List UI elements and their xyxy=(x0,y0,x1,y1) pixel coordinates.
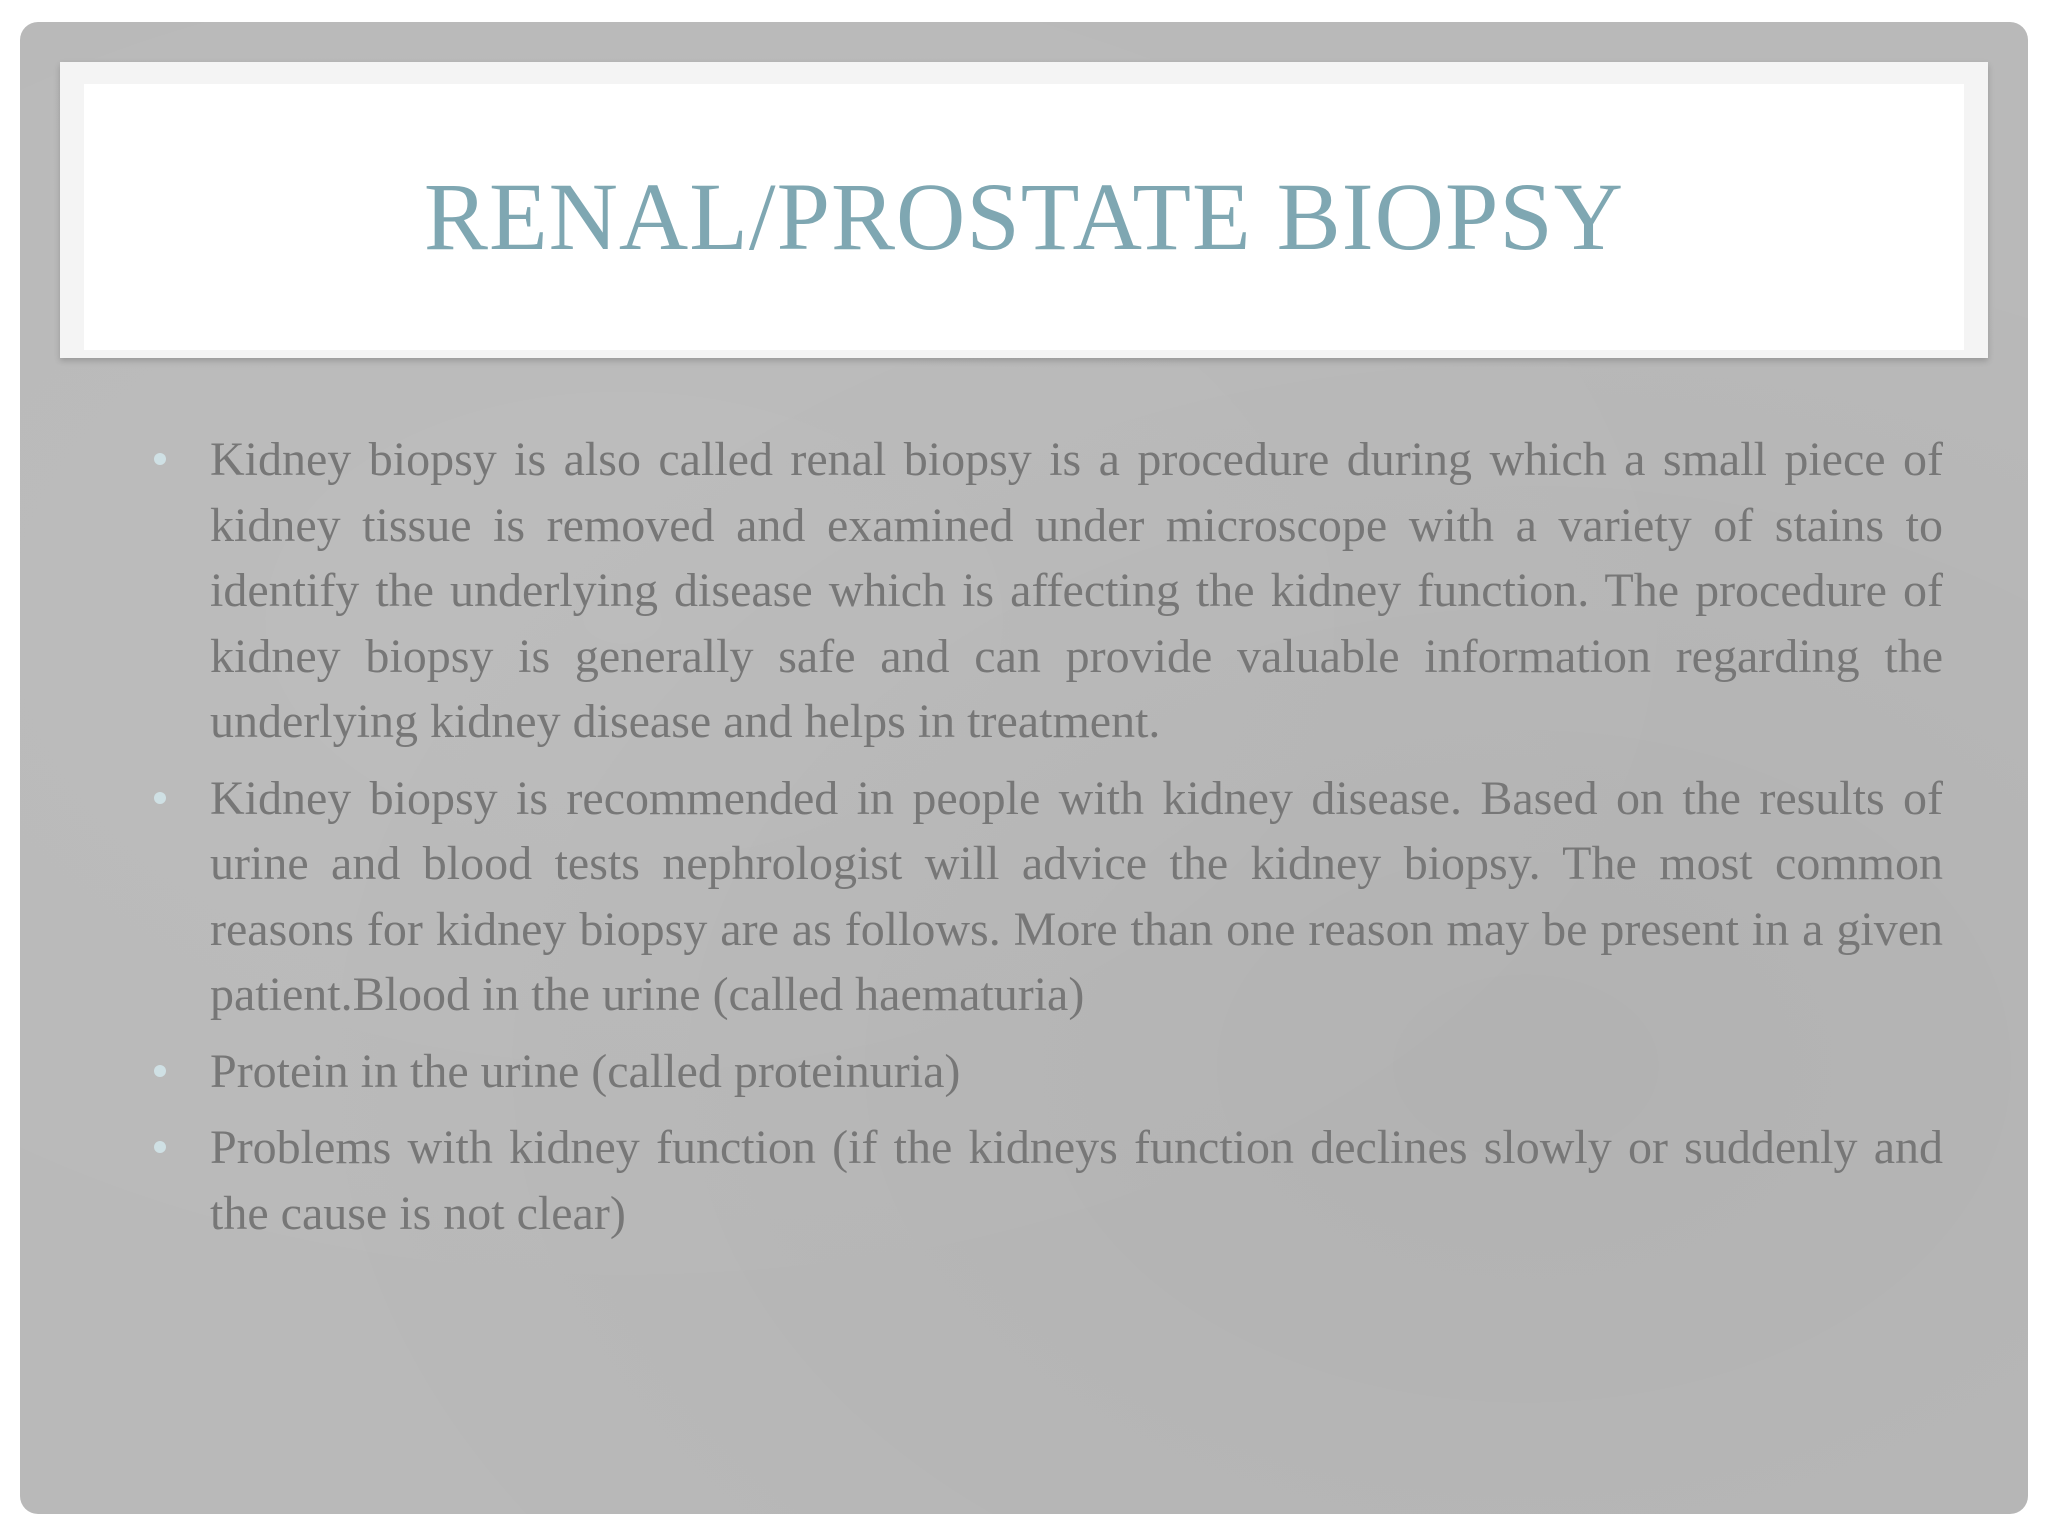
bullet-list xyxy=(210,427,1943,1246)
bullet-item xyxy=(210,1115,1943,1246)
bullet-item xyxy=(210,427,1943,755)
slide xyxy=(20,22,2028,1514)
title-box xyxy=(84,84,1964,350)
bullet-text: Problems with kidney function (if the kidneys function declines slowly or suddenly and the cause is not clear) xyxy=(210,1121,1943,1240)
bullet-dot-icon xyxy=(154,792,166,804)
bullet-item xyxy=(210,1039,1943,1105)
slide-content xyxy=(210,427,1943,1257)
bullet-dot-icon xyxy=(154,1141,166,1153)
bullet-text: Protein in the urine (called proteinuria) xyxy=(210,1044,961,1098)
bullet-dot-icon xyxy=(154,1065,166,1077)
bullet-item xyxy=(210,766,1943,1028)
bullet-text: Kidney biopsy is also called renal biopsy is a procedure during which a small piece of kidney tissue is removed and examined under microscope with a variety of stains to identify the underlying disease which is affecting the kidney function. The procedure of kidney biopsy is generally safe and can provide valuable information regarding the underlying kidney disease and helps in treatment. xyxy=(210,433,1943,748)
bullet-dot-icon xyxy=(154,453,166,465)
slide-title: RENAL/PROSTATE BIOPSY xyxy=(423,163,1625,270)
bullet-text: Kidney biopsy is recommended in people with kidney disease. Based on the results of urine and blood tests nephrologist will advice the kidney biopsy. The most common reasons for kidney biopsy are as follows. More than one reason may be present in a given patient.Blood in the urine (called haematuria) xyxy=(210,771,1943,1021)
